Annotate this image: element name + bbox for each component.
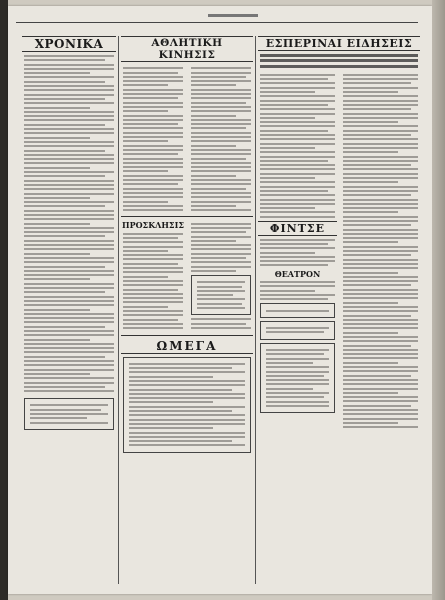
- evening-heading: ΕΣΠΕΡΙΝΑΙ ΕΙΔΗΣΕΙΣ: [258, 36, 420, 51]
- page-edge-shadow: [432, 0, 445, 600]
- notice-heading: ΠΡΟΣΚΛΗΣΙΣ: [122, 220, 184, 231]
- binding-edge: [0, 0, 8, 600]
- omega-ad: [123, 357, 251, 453]
- bottom-advertisement: [24, 398, 114, 430]
- chronika-heading: ΧΡΟΝΙΚΑ: [22, 36, 116, 52]
- column-chronika: [22, 36, 116, 588]
- omega-ad-heading: ΩΜΕΓΑ: [121, 339, 253, 354]
- boxed-notice: [191, 275, 251, 315]
- news-headline: [258, 54, 420, 68]
- ad-box-2: [260, 321, 335, 340]
- masthead-mark: [208, 14, 258, 17]
- newspaper-page: [8, 6, 432, 594]
- ad-box-3: [260, 343, 335, 413]
- finance-ad-heading: ΦΙΝΤΣΕ: [258, 221, 337, 236]
- sports-heading: ΑΘΛΗΤΙΚΗ ΚΙΝΗΣΙΣ: [121, 36, 253, 62]
- column-evening-news: [258, 36, 420, 588]
- column-sports: [121, 36, 253, 588]
- ad-box-1: [260, 303, 335, 318]
- theatre-heading: ΘΕΑΤΡΟΝ: [274, 268, 321, 279]
- top-rule: [16, 22, 418, 23]
